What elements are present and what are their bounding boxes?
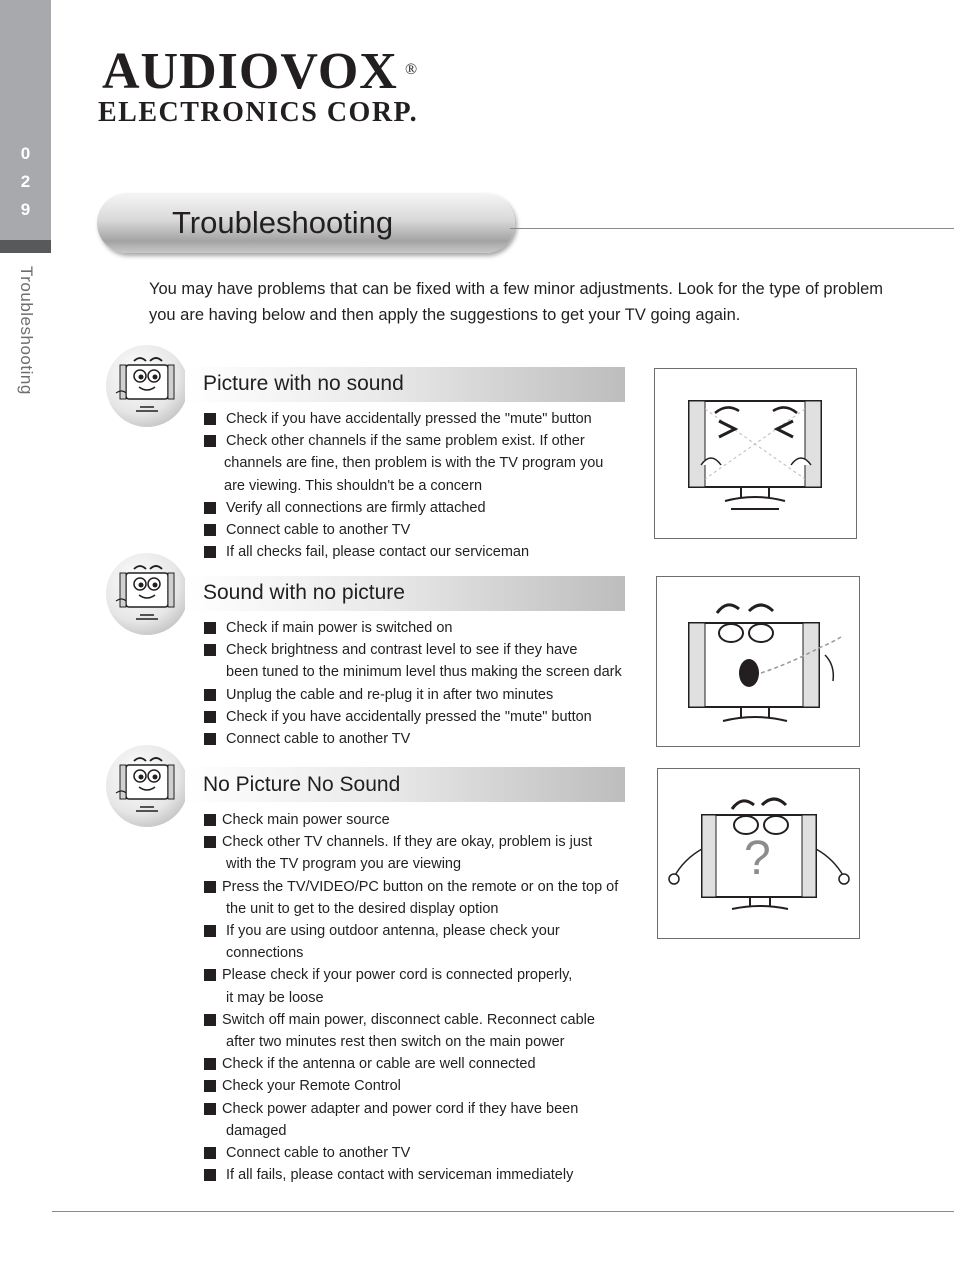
list-item-continuation: [204, 475, 644, 497]
tv-mascot-face-icon: [106, 345, 188, 427]
list-item-text: connections: [226, 945, 304, 962]
list-item-continuation: [204, 1031, 654, 1053]
list-item-text: Switch off main power, disconnect cable. Reconnect cable: [222, 1011, 595, 1028]
checklist-no-picture-no-sound: [204, 809, 654, 1186]
list-item-continuation: [204, 1120, 654, 1142]
list-item-text: Check your Remote Control: [222, 1078, 401, 1095]
list-item-text: are viewing. This shouldn't be a concern: [224, 477, 483, 494]
logo-subtitle: ELECTRONICS CORP.: [98, 97, 419, 128]
title-rule: [510, 228, 954, 229]
list-item: [204, 541, 644, 563]
page-title: Troubleshooting: [172, 205, 394, 240]
list-item-continuation: [204, 853, 654, 875]
list-item-text: Unplug the cable and re-plug it in after two minutes: [226, 686, 554, 703]
section-title-picture-no-sound: Picture with no sound: [203, 372, 404, 395]
list-item-text: after two minutes rest then switch on the main power: [226, 1034, 565, 1051]
list-item: [204, 706, 654, 728]
bullet-square-icon: [204, 524, 216, 536]
bullet-square-icon: [204, 502, 216, 514]
question-mark: ?: [744, 832, 771, 885]
list-item-text: the unit to get to the desired display option: [226, 900, 499, 917]
bullet-square-icon: [204, 546, 216, 558]
list-item: [204, 408, 644, 430]
tv-mascot-plugging-ears-icon: [654, 368, 857, 539]
tv-mascot-shouting-icon: [656, 576, 860, 747]
bullet-square-icon: [204, 644, 216, 656]
list-item: [204, 964, 654, 986]
list-item-text: been tuned to the minimum level thus making the screen dark: [226, 664, 622, 681]
list-item: [204, 1142, 654, 1164]
list-item-continuation: [204, 942, 654, 964]
bullet-square-icon: [204, 814, 216, 826]
section-title-sound-no-picture: Sound with no picture: [203, 581, 405, 604]
list-item-text: Check other channels if the same problem exist. If other: [226, 433, 585, 450]
checklist-picture-no-sound: [204, 408, 644, 563]
list-item-text: channels are fine, then problem is with the TV program you: [224, 455, 604, 472]
page-number-digit: 0: [20, 144, 31, 163]
list-item-text: Verify all connections are firmly attached: [226, 499, 486, 516]
bullet-square-icon: [204, 1169, 216, 1181]
bullet-square-icon: [204, 733, 216, 745]
list-item-text: Check if main power is switched on: [226, 620, 453, 636]
logo-registered-mark: ®: [405, 61, 418, 78]
side-tab-accent: [0, 240, 51, 253]
page-number-digit: 2: [20, 172, 31, 191]
list-item: [204, 728, 654, 750]
list-item-text: Press the TV/VIDEO/PC button on the remote or on the top of: [222, 878, 619, 895]
list-item-text: Connect cable to another TV: [226, 522, 411, 539]
list-item-text: damaged: [226, 1122, 287, 1139]
list-item: [204, 430, 644, 452]
page-number-digit: 9: [20, 200, 31, 219]
audiovox-logo: [98, 44, 428, 129]
bullet-square-icon: [204, 1014, 216, 1026]
list-item-text: Check if you have accidentally pressed the "mute" button: [226, 411, 592, 427]
list-item-text: Check power adapter and power cord if they have been: [222, 1100, 579, 1117]
list-item: [204, 1009, 654, 1031]
list-item: [204, 519, 644, 541]
page-number: [0, 140, 51, 224]
intro-paragraph: You may have problems that can be fixed with a few minor adjustments. Look for the type of problem you are having below and then apply the suggestions to get your TV going again.: [149, 280, 884, 324]
list-item: [204, 1098, 654, 1120]
bullet-square-icon: [204, 435, 216, 447]
list-item-text: Check main power source: [222, 812, 390, 828]
list-item-text: with the TV program you are viewing: [226, 856, 462, 873]
bullet-square-icon: [204, 1103, 216, 1115]
logo-brand: AUDIOVOX: [102, 43, 398, 100]
bullet-square-icon: [204, 689, 216, 701]
list-item-continuation: [204, 661, 654, 683]
list-item-continuation: [204, 987, 654, 1009]
list-item-text: Please check if your power cord is connected properly,: [222, 967, 573, 984]
list-item: [204, 1164, 654, 1186]
bullet-square-icon: [204, 836, 216, 848]
bullet-square-icon: [204, 925, 216, 937]
list-item: [204, 1053, 654, 1075]
list-item: [204, 617, 654, 639]
bullet-square-icon: [204, 1080, 216, 1092]
list-item: [204, 831, 654, 853]
list-item: [204, 1075, 654, 1097]
bullet-square-icon: [204, 711, 216, 723]
list-item-text: If all fails, please contact with serviceman immediately: [226, 1167, 574, 1184]
list-item: [204, 920, 654, 942]
bullet-square-icon: [204, 622, 216, 634]
side-section-label: Troubleshooting: [17, 266, 36, 395]
bullet-square-icon: [204, 969, 216, 981]
bullet-square-icon: [204, 881, 216, 893]
list-item-continuation: [204, 898, 654, 920]
section-title-no-picture-no-sound: No Picture No Sound: [203, 773, 401, 796]
bullet-square-icon: [204, 1058, 216, 1070]
list-item-continuation: [204, 452, 644, 474]
bullet-square-icon: [204, 1147, 216, 1159]
list-item-text: it may be loose: [226, 989, 324, 1006]
list-item: [204, 809, 654, 831]
tv-mascot-confused-icon: [657, 768, 860, 939]
list-item: [204, 684, 654, 706]
footer-rule: [52, 1211, 954, 1212]
list-item-text: Check if you have accidentally pressed the "mute" button: [226, 708, 592, 725]
list-item: [204, 639, 654, 661]
list-item-text: Check other TV channels. If they are okay, problem is just: [222, 834, 593, 851]
list-item-text: Connect cable to another TV: [226, 731, 411, 748]
list-item: [204, 876, 654, 898]
tv-mascot-face-icon: [106, 553, 188, 635]
list-item-text: Check if the antenna or cable are well connected: [222, 1056, 536, 1073]
bullet-square-icon: [204, 413, 216, 425]
list-item-text: Connect cable to another TV: [226, 1145, 411, 1162]
checklist-sound-no-picture: [204, 617, 654, 750]
list-item-text: If all checks fail, please contact our serviceman: [226, 544, 530, 561]
tv-mascot-face-icon: [106, 745, 188, 827]
list-item-text: If you are using outdoor antenna, please check your: [226, 923, 560, 940]
list-item: [204, 497, 644, 519]
list-item-text: Check brightness and contrast level to see if they have: [226, 642, 578, 659]
